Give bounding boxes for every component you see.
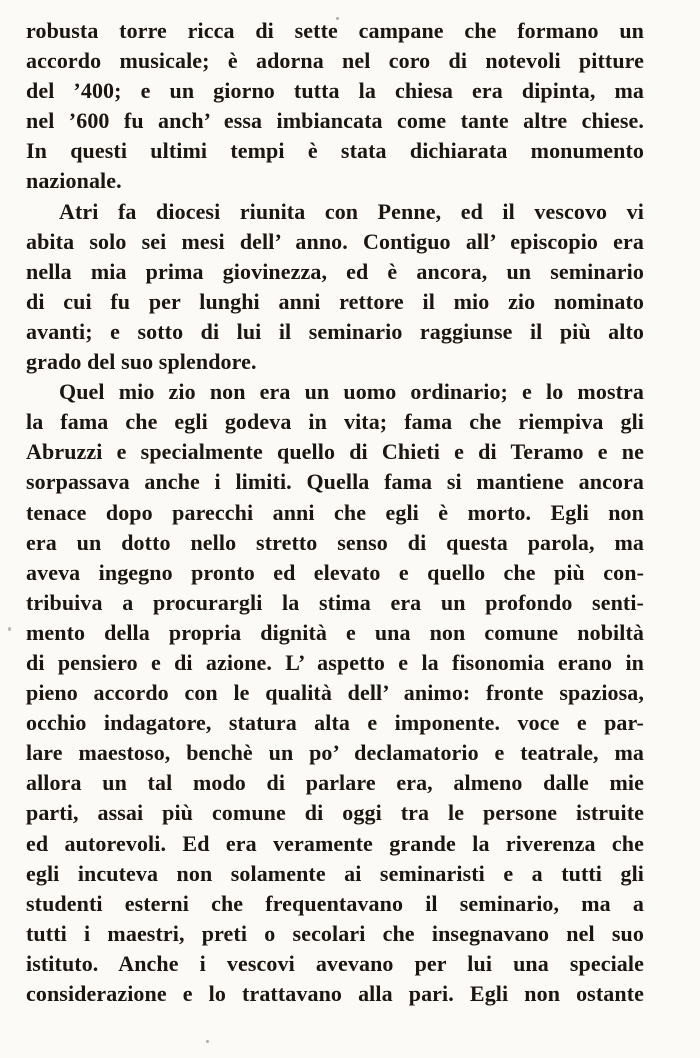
text-line: parti, assai più comune di oggi tra le persone istruite [26, 800, 644, 826]
text-line: allora un tal modo di parlare era, almeno dalle mie [26, 770, 644, 796]
text-line: Quel mio zio non era un uomo ordinario; e lo mostra [59, 379, 644, 405]
text-line: studenti esterni che frequentavano il seminario, ma a [26, 890, 644, 916]
text-line: egli incuteva non solamente ai seminaristi e a tutti gli [26, 860, 644, 886]
text-line: mento della propria dignità e una non comune nobiltà [26, 619, 644, 645]
text-line: nel ’600 fu anch’ essa imbiancata come tante altre chiese. [26, 108, 644, 134]
text-line: istituto. Anche i vescovi avevano per lui una speciale [26, 950, 644, 976]
text-line: era un dotto nello stretto senso di questa parola, ma [26, 529, 644, 555]
text-line: Atri fa diocesi riunita con Penne, ed il vescovo vi [59, 198, 644, 224]
text-line: robusta torre ricca di sette campane che formano un [26, 18, 644, 43]
text-line: occhio indagatore, statura alta e imponente. voce e par- [26, 710, 644, 736]
text-line: sorpassava anche i limiti. Quella fama si mantiene ancora [26, 469, 644, 495]
text-line: grado del suo splendore. [26, 349, 257, 375]
text-line: ed autorevoli. Ed era veramente grande la riverenza che [26, 830, 644, 856]
text-line: del ’400; e un giorno tutta la chiesa era dipinta, ma [26, 78, 644, 104]
text-line: accordo musicale; è adorna nel coro di notevoli pitture [26, 48, 644, 74]
text-line: tutti i maestri, preti o secolari che insegnavano nel suo [26, 920, 644, 946]
text-line: considerazione e lo trattavano alla pari. Egli non ostante [26, 981, 644, 1006]
text-line: tribuiva a procurargli la stima era un profondo senti- [26, 589, 644, 615]
text-line: aveva ingegno pronto ed elevato e quello che più con- [26, 559, 644, 585]
scan-artifact [336, 17, 339, 20]
text-line: Abruzzi e specialmente quello di Chieti e di Teramo e ne [26, 439, 644, 465]
text-line: lare maestoso, benchè un po’ declamatorio e teatrale, ma [26, 740, 644, 766]
text-line: avanti; e sotto di lui il seminario raggiunse il più alto [26, 318, 644, 344]
scan-artifact [206, 1040, 209, 1043]
text-line: tenace dopo parecchi anni che egli è morto. Egli non [26, 499, 644, 525]
text-line: abita solo sei mesi dell’ anno. Contiguo all’ episcopio era [26, 228, 644, 254]
text-line: In questi ultimi tempi è stata dichiarata monumento [26, 138, 644, 164]
text-line: la fama che egli godeva in vita; fama che riempiva gli [26, 409, 644, 435]
text-line: di pensiero e di azione. L’ aspetto e la fisonomia erano in [26, 649, 644, 675]
body-text-block [26, 16, 644, 1009]
text-line: nazionale. [26, 168, 122, 194]
text-line: pieno accordo con le qualità dell’ animo: fronte spaziosa, [26, 680, 644, 706]
text-line: nella mia prima giovinezza, ed è ancora, un seminario [26, 258, 644, 284]
text-line: di cui fu per lunghi anni rettore il mio zio nominato [26, 288, 644, 314]
scan-artifact [8, 627, 11, 631]
